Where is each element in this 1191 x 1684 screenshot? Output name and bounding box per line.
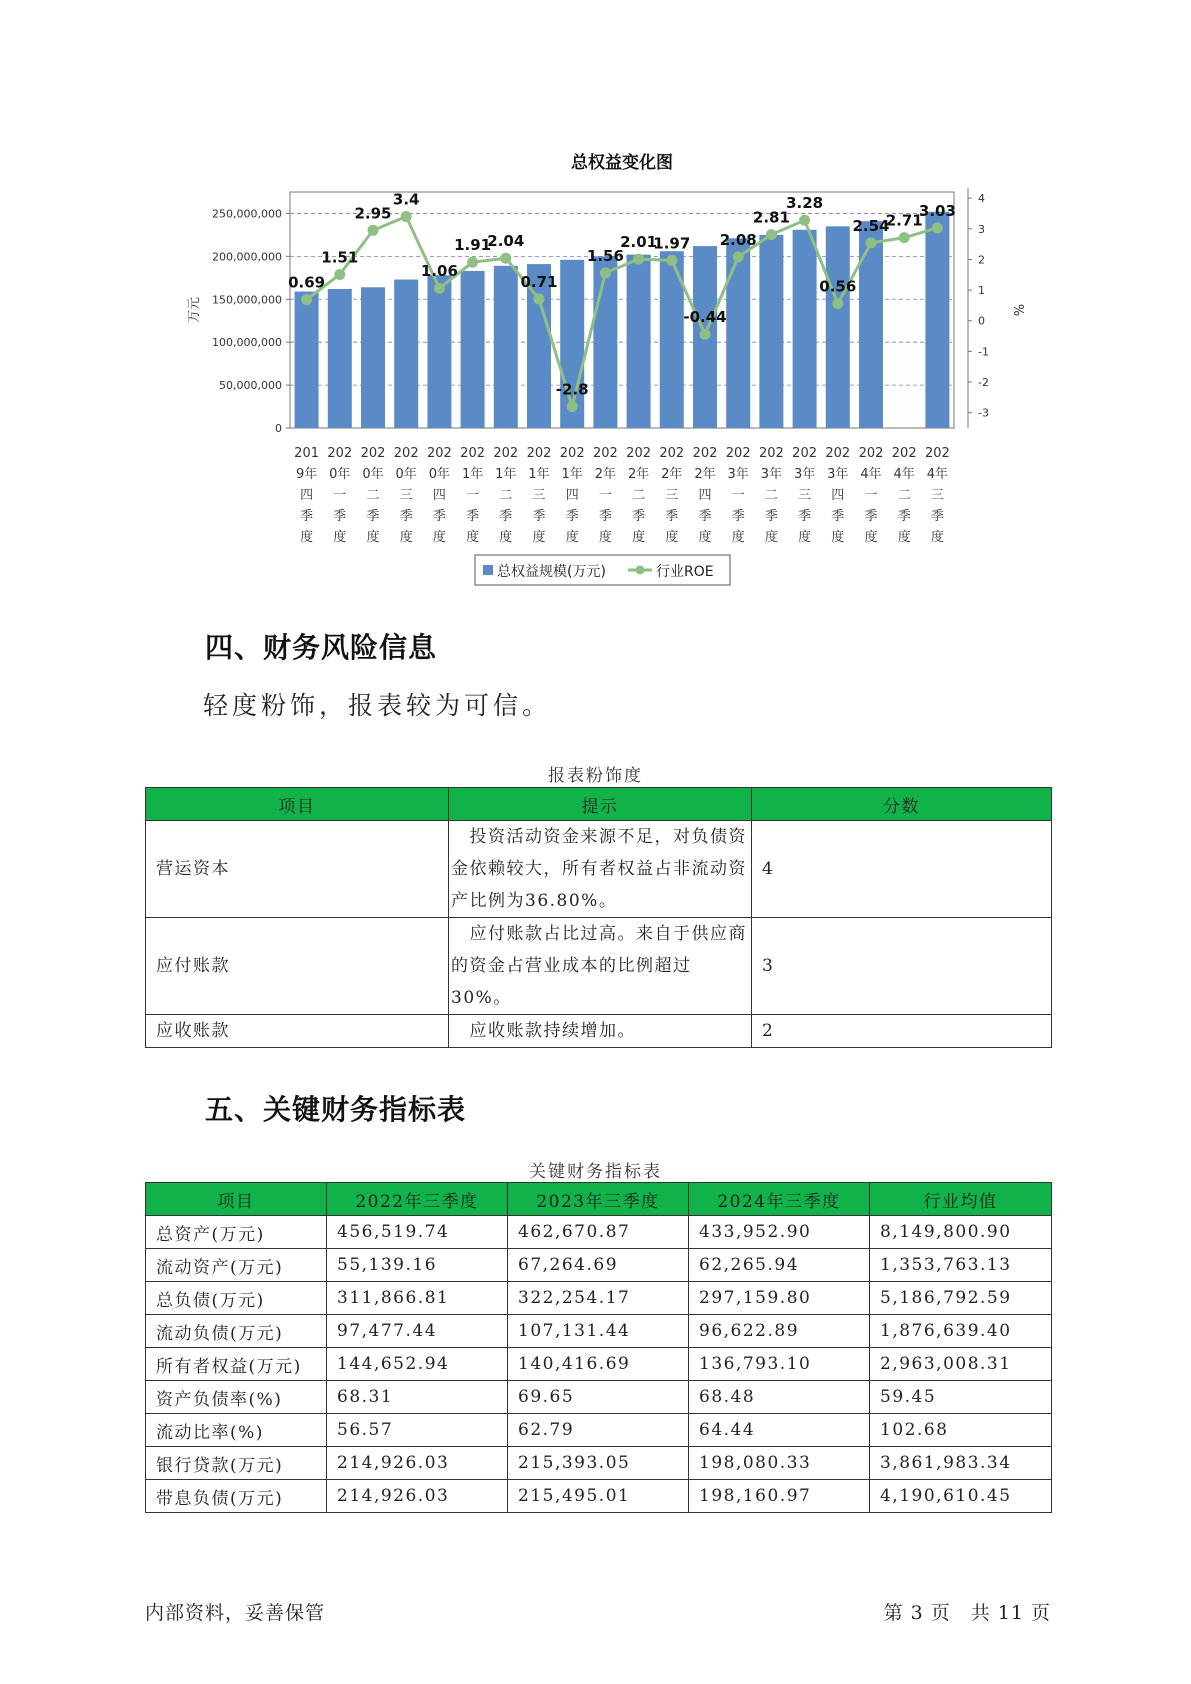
y-tick-label: 50,000,000 (219, 379, 282, 393)
x-tick-label: 季 (764, 509, 778, 524)
roe-data-label: 2.71 (885, 211, 923, 230)
roe-point (832, 298, 843, 309)
x-tick-label: 2年 (661, 467, 683, 482)
x-tick-label: 二 (897, 488, 911, 503)
x-tick-label: 1年 (561, 467, 583, 482)
kpi-2024q3: 198,160.97 (689, 1480, 870, 1513)
roe-point (500, 253, 511, 264)
roe-data-label: 3.4 (392, 190, 420, 209)
x-tick-label: 二 (764, 488, 778, 503)
bar (859, 221, 883, 428)
kpi-2024q3: 96,622.89 (689, 1315, 870, 1348)
y-tick-label: 250,000,000 (212, 207, 282, 221)
x-tick-label: 四 (565, 488, 579, 503)
x-tick-label: 4年 (860, 467, 882, 482)
kpi-row (146, 1447, 1052, 1480)
bar (925, 212, 949, 428)
kpi-industry-avg: 2,963,008.31 (870, 1348, 1052, 1381)
x-tick-label: 3年 (827, 467, 849, 482)
roe-point (600, 267, 611, 278)
roe-point (766, 229, 777, 240)
kpi-industry-avg: 59.45 (870, 1381, 1052, 1414)
kpi-2024q3: 68.48 (689, 1381, 870, 1414)
kpi-2022q3: 214,926.03 (327, 1447, 508, 1480)
risk-score: 2 (752, 1015, 1052, 1048)
x-tick-label: 1年 (461, 467, 484, 482)
risk-header-hint: 提示 (449, 788, 752, 821)
section4-heading: 四、财务风险信息 (205, 631, 438, 664)
bar (494, 266, 518, 428)
x-tick-label: 202 (327, 446, 353, 461)
kpi-2022q3: 55,139.16 (327, 1249, 508, 1282)
y2-tick-label: -1 (978, 345, 989, 359)
roe-data-label: 1.91 (454, 236, 492, 255)
risk-row (146, 821, 1052, 918)
x-tick-label: 四 (300, 488, 314, 503)
x-tick-label: 季 (731, 509, 745, 524)
x-tick-label: 季 (300, 509, 314, 524)
x-tick-label: 202 (559, 446, 585, 461)
y2-tick-label: 4 (978, 192, 985, 206)
x-tick-label: 二 (499, 488, 513, 503)
kpi-2023q3: 62.79 (508, 1414, 689, 1447)
x-tick-label: 0年 (395, 467, 417, 482)
kpi-2022q3: 214,926.03 (327, 1480, 508, 1513)
kpi-2024q3: 64.44 (689, 1414, 870, 1447)
x-tick-label: 202 (626, 446, 652, 461)
bar (627, 255, 651, 428)
kpi-row (146, 1480, 1052, 1513)
y-tick-label: 150,000,000 (212, 293, 282, 307)
kpi-2022q3: 56.57 (327, 1414, 508, 1447)
risk-row (146, 918, 1052, 1015)
kpi-2023q3: 67,264.69 (508, 1249, 689, 1282)
x-tick-label: 季 (930, 509, 944, 524)
x-tick-label: 9年 (295, 467, 318, 482)
kpi-header-item: 项目 (146, 1183, 327, 1216)
roe-point (866, 237, 877, 248)
x-tick-label: 202 (393, 446, 419, 461)
bar (461, 271, 485, 428)
x-tick-label: 202 (725, 446, 751, 461)
x-tick-label: 季 (499, 509, 513, 524)
kpi-2024q3: 62,265.94 (689, 1249, 870, 1282)
roe-data-label: 3.03 (918, 201, 956, 220)
x-tick-label: 度 (300, 530, 314, 545)
x-tick-label: 三 (798, 488, 812, 503)
kpi-2023q3: 107,131.44 (508, 1315, 689, 1348)
x-tick-label: 0年 (428, 467, 451, 482)
roe-data-label: 3.28 (786, 194, 824, 213)
roe-data-label: 2.04 (487, 232, 525, 251)
x-tick-label: 季 (532, 509, 546, 524)
legend-line-label: 行业ROE (656, 564, 714, 580)
risk-header-score: 分数 (752, 788, 1052, 821)
y2-tick-label: 3 (978, 222, 985, 236)
x-tick-label: 度 (499, 530, 513, 545)
x-tick-label: 202 (360, 446, 386, 461)
kpi-industry-avg: 1,353,763.13 (870, 1249, 1052, 1282)
x-tick-label: 4年 (893, 467, 915, 482)
risk-item: 应收账款 (146, 1015, 449, 1048)
x-tick-label: 度 (565, 530, 579, 545)
kpi-2024q3: 433,952.90 (689, 1216, 870, 1249)
kpi-2023q3: 140,416.69 (508, 1348, 689, 1381)
kpi-2022q3: 311,866.81 (327, 1282, 508, 1315)
kpi-2024q3: 297,159.80 (689, 1282, 870, 1315)
kpi-row (146, 1348, 1052, 1381)
kpi-row (146, 1216, 1052, 1249)
roe-point (301, 294, 312, 305)
kpi-row (146, 1315, 1052, 1348)
x-tick-label: 二 (632, 488, 646, 503)
risk-item: 营运资本 (146, 821, 449, 918)
kpi-industry-avg: 102.68 (870, 1414, 1052, 1447)
kpi-2024q3: 136,793.10 (689, 1348, 870, 1381)
roe-point (467, 257, 478, 268)
x-tick-label: 度 (831, 530, 845, 545)
chart-title: 总权益变化图 (571, 153, 673, 173)
risk-row (146, 1015, 1052, 1048)
bar (427, 275, 451, 428)
x-tick-label: 度 (930, 530, 944, 545)
roe-data-label: 1.97 (653, 234, 691, 253)
x-tick-label: 202 (924, 446, 950, 461)
x-tick-label: 度 (432, 530, 446, 545)
x-tick-label: 1年 (495, 467, 517, 482)
x-tick-label: 201 (294, 446, 320, 461)
risk-header-item: 项目 (146, 788, 449, 821)
x-tick-label: 202 (426, 446, 452, 461)
x-tick-label: 202 (460, 446, 486, 461)
bar (826, 226, 850, 428)
footer-confidential: 内部资料，妥善保管 (145, 1602, 326, 1624)
x-tick-label: 季 (831, 509, 845, 524)
kpi-item: 带息负债(万元) (146, 1480, 327, 1513)
x-tick-label: 四 (698, 488, 712, 503)
x-tick-label: 度 (333, 530, 347, 545)
roe-data-label: 2.08 (719, 230, 757, 249)
bar (361, 287, 385, 428)
x-tick-label: 一 (598, 488, 612, 503)
kpi-industry-avg: 3,861,983.34 (870, 1447, 1052, 1480)
kpi-table (145, 1182, 1052, 1513)
x-tick-label: 202 (692, 446, 718, 461)
kpi-2022q3: 97,477.44 (327, 1315, 508, 1348)
x-tick-label: 一 (864, 488, 878, 503)
x-tick-label: 202 (825, 446, 851, 461)
risk-hint: 投资活动资金来源不足，对负债资金依赖较大，所有者权益占非流动资产比例为36.80%。 (449, 821, 752, 918)
x-tick-label: 季 (632, 509, 646, 524)
bar (726, 238, 750, 428)
x-tick-label: 度 (366, 530, 380, 545)
x-tick-label: 202 (792, 446, 818, 461)
x-tick-label: 季 (432, 509, 446, 524)
kpi-row (146, 1414, 1052, 1447)
x-tick-label: 三 (532, 488, 546, 503)
roe-data-label: 1.51 (321, 248, 359, 267)
x-tick-label: 度 (764, 530, 778, 545)
roe-point (368, 225, 379, 236)
x-tick-label: 四 (831, 488, 845, 503)
x-tick-label: 季 (333, 509, 347, 524)
x-tick-label: 三 (665, 488, 679, 503)
roe-data-label: -2.8 (555, 380, 589, 399)
kpi-2023q3: 215,495.01 (508, 1480, 689, 1513)
kpi-row (146, 1249, 1052, 1282)
x-tick-label: 202 (493, 446, 519, 461)
risk-score: 3 (752, 918, 1052, 1015)
x-tick-label: 度 (698, 530, 712, 545)
kpi-2023q3: 69.65 (508, 1381, 689, 1414)
roe-data-label: 0.69 (288, 273, 326, 292)
roe-point (534, 293, 545, 304)
y2-tick-label: 1 (978, 284, 985, 298)
x-tick-label: 2年 (594, 467, 617, 482)
roe-point (700, 329, 711, 340)
kpi-2022q3: 68.31 (327, 1381, 508, 1414)
x-tick-label: 度 (731, 530, 745, 545)
kpi-item: 所有者权益(万元) (146, 1348, 327, 1381)
kpi-header-2022q3: 2022年三季度 (327, 1183, 508, 1216)
roe-point (633, 254, 644, 265)
footer-page-number: 第 3 页 共 11 页 (883, 1602, 1051, 1624)
x-tick-label: 度 (897, 530, 911, 545)
kpi-2023q3: 322,254.17 (508, 1282, 689, 1315)
risk-hint: 应收账款持续增加。 (449, 1015, 752, 1048)
x-tick-label: 度 (532, 530, 546, 545)
x-tick-label: 度 (598, 530, 612, 545)
roe-point (899, 232, 910, 243)
x-tick-label: 度 (798, 530, 812, 545)
x-tick-label: 202 (891, 446, 917, 461)
y-tick-label: 200,000,000 (212, 250, 282, 264)
x-tick-label: 202 (758, 446, 784, 461)
y2-tick-label: -3 (978, 406, 989, 420)
bar (759, 235, 783, 428)
x-tick-label: 1年 (528, 467, 550, 482)
roe-point (932, 222, 943, 233)
equity-chart (0, 0, 1191, 600)
x-tick-label: 三 (930, 488, 944, 503)
x-tick-label: 度 (399, 530, 413, 545)
kpi-item: 总负债(万元) (146, 1282, 327, 1315)
kpi-table-caption: 关键财务指标表 (529, 1162, 662, 1182)
x-tick-label: 0年 (329, 467, 351, 482)
roe-data-label: -0.44 (683, 308, 727, 327)
bar (295, 292, 319, 428)
roe-point (401, 211, 412, 222)
roe-data-label: 0.71 (520, 272, 558, 291)
kpi-industry-avg: 4,190,610.45 (870, 1480, 1052, 1513)
roe-point (334, 269, 345, 280)
x-tick-label: 一 (466, 488, 480, 503)
x-tick-label: 三 (399, 488, 413, 503)
kpi-industry-avg: 5,186,792.59 (870, 1282, 1052, 1315)
x-tick-label: 季 (698, 509, 712, 524)
x-tick-label: 3年 (760, 467, 783, 482)
roe-data-label: 2.01 (620, 233, 658, 252)
kpi-2022q3: 456,519.74 (327, 1216, 508, 1249)
x-tick-label: 0年 (362, 467, 384, 482)
x-tick-label: 4年 (926, 467, 949, 482)
x-tick-label: 202 (858, 446, 884, 461)
kpi-row (146, 1282, 1052, 1315)
kpi-item: 流动资产(万元) (146, 1249, 327, 1282)
bar (793, 230, 817, 428)
x-tick-label: 季 (598, 509, 612, 524)
x-tick-label: 季 (864, 509, 878, 524)
legend-line-marker (636, 566, 645, 575)
kpi-table-header (146, 1183, 1052, 1216)
x-tick-label: 四 (432, 488, 446, 503)
x-tick-label: 度 (864, 530, 878, 545)
kpi-2023q3: 215,393.05 (508, 1447, 689, 1480)
x-tick-label: 一 (731, 488, 745, 503)
x-tick-label: 季 (798, 509, 812, 524)
kpi-item: 流动比率(%) (146, 1414, 327, 1447)
x-tick-label: 季 (665, 509, 679, 524)
y-axis-label: 万元 (187, 296, 202, 324)
bar (328, 289, 352, 428)
roe-data-label: 2.54 (852, 216, 890, 235)
risk-score: 4 (752, 821, 1052, 918)
bar (394, 280, 418, 428)
kpi-industry-avg: 8,149,800.90 (870, 1216, 1052, 1249)
x-tick-label: 2年 (627, 467, 650, 482)
kpi-industry-avg: 1,876,639.40 (870, 1315, 1052, 1348)
roe-point (666, 255, 677, 266)
x-tick-label: 二 (366, 488, 380, 503)
x-tick-label: 202 (659, 446, 685, 461)
legend-bar-label: 总权益规模(万元) (497, 564, 606, 580)
x-tick-label: 季 (897, 509, 911, 524)
roe-data-label: 0.56 (819, 277, 857, 296)
risk-table-header (146, 788, 1052, 821)
y-tick-label: 0 (275, 422, 282, 435)
x-tick-label: 202 (526, 446, 552, 461)
x-tick-label: 2年 (694, 467, 716, 482)
kpi-item: 资产负债率(%) (146, 1381, 327, 1414)
y2-tick-label: 2 (978, 253, 985, 267)
y2-tick-label: -2 (978, 376, 989, 390)
x-tick-label: 季 (466, 509, 480, 524)
kpi-item: 流动负债(万元) (146, 1315, 327, 1348)
x-tick-label: 3年 (727, 467, 749, 482)
x-tick-label: 季 (399, 509, 413, 524)
roe-point (799, 215, 810, 226)
risk-table (145, 787, 1052, 1048)
risk-table-caption: 报表粉饰度 (548, 766, 643, 786)
y2-axis-label: % (1010, 303, 1025, 317)
kpi-item: 银行贷款(万元) (146, 1447, 327, 1480)
y2-tick-label: 0 (978, 314, 985, 328)
x-tick-label: 3年 (793, 467, 816, 482)
roe-data-label: 1.56 (586, 246, 624, 265)
x-tick-label: 度 (632, 530, 646, 545)
roe-data-label: 2.95 (354, 204, 392, 223)
kpi-header-industry-avg: 行业均值 (870, 1183, 1052, 1216)
risk-hint: 应付账款占比过高。来自于供应商的资金占营业成本的比例超过30%。 (449, 918, 752, 1015)
kpi-item: 总资产(万元) (146, 1216, 327, 1249)
kpi-header-2024q3: 2024年三季度 (689, 1183, 870, 1216)
x-tick-label: 季 (366, 509, 380, 524)
roe-data-label: 2.81 (752, 208, 790, 227)
roe-point (434, 283, 445, 294)
kpi-header-2023q3: 2023年三季度 (508, 1183, 689, 1216)
kpi-row (146, 1381, 1052, 1414)
roe-point (567, 401, 578, 412)
legend-bar-swatch (483, 565, 493, 575)
risk-item: 应付账款 (146, 918, 449, 1015)
bar (593, 256, 617, 428)
kpi-2024q3: 198,080.33 (689, 1447, 870, 1480)
x-tick-label: 202 (592, 446, 618, 461)
x-tick-label: 度 (466, 530, 480, 545)
kpi-2022q3: 144,652.94 (327, 1348, 508, 1381)
y-tick-label: 100,000,000 (212, 336, 282, 350)
roe-point (733, 251, 744, 262)
x-tick-label: 一 (333, 488, 347, 503)
roe-data-label: 1.06 (420, 262, 458, 281)
x-tick-label: 季 (565, 509, 579, 524)
risk-summary: 轻度粉饰，报表较为可信。 (203, 691, 552, 720)
section5-heading: 五、关键财务指标表 (205, 1093, 467, 1126)
x-tick-label: 度 (665, 530, 679, 545)
kpi-2023q3: 462,670.87 (508, 1216, 689, 1249)
